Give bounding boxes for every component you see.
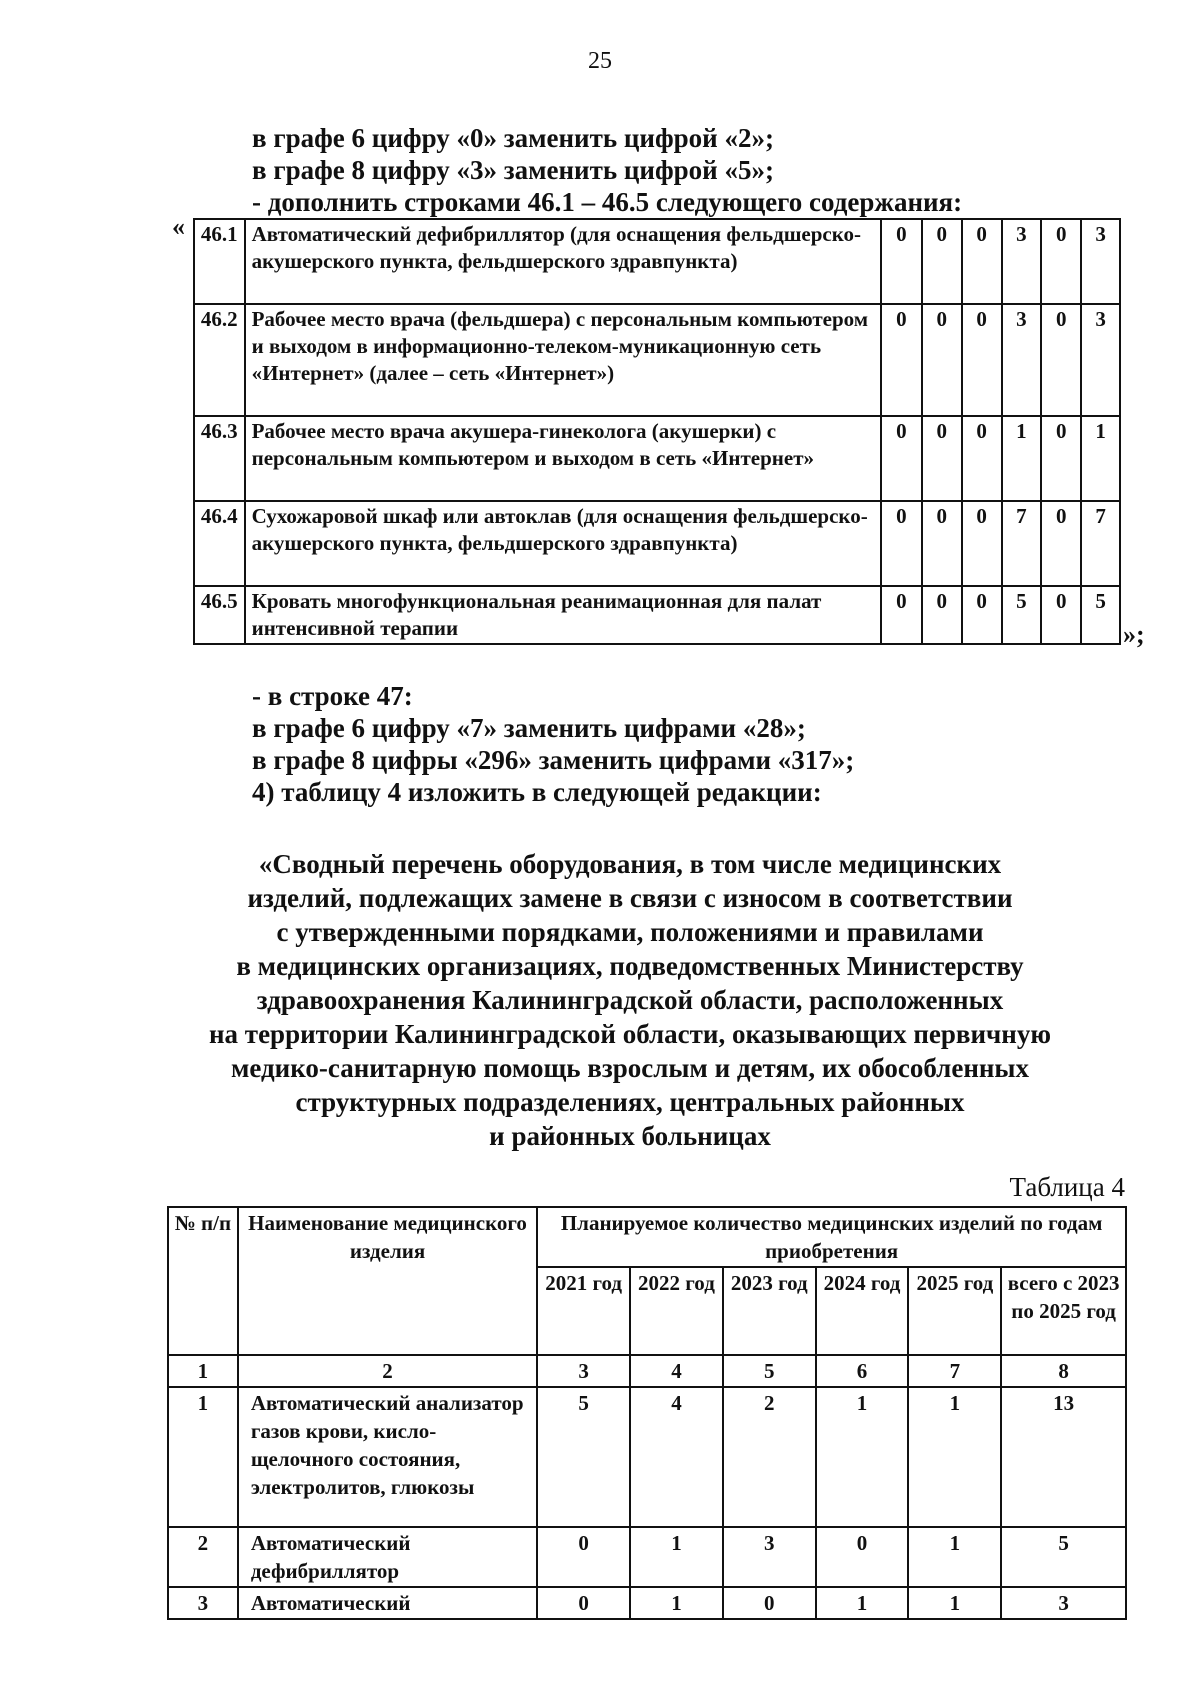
row-value: 1 <box>630 1587 723 1619</box>
row-value: 7 <box>1002 501 1042 586</box>
heading-line: структурных подразделениях, центральных районных <box>295 1087 965 1117</box>
row-value: 1 <box>908 1527 1001 1587</box>
year-header: 2022 год <box>630 1267 723 1355</box>
insert-rows-table <box>193 218 1121 645</box>
row-value: 5 <box>1001 1527 1126 1587</box>
year-header: 2023 год <box>723 1267 816 1355</box>
row-value: 0 <box>1041 304 1081 416</box>
heading-line: в медицинских организациях, подведомственных Министерству <box>236 951 1024 981</box>
table-row <box>168 1527 1126 1587</box>
row-name: Рабочее место врача акушера-гинеколога (акушерки) с персональным компьютером и выходом в сеть «Интернет» <box>245 416 881 501</box>
heading-line: и районных больницах <box>489 1121 771 1151</box>
row-value: 0 <box>922 304 962 416</box>
row-name: Рабочее место врача (фельдшера) с персональным компьютером и выходом в информационно-телеком-муникационную сеть «Интернет» (далее – сеть «Интернет») <box>245 304 881 416</box>
row-value: 0 <box>962 501 1002 586</box>
heading-line: медико-санитарную помощь взрослым и детям, их обособленных <box>230 1053 1030 1083</box>
row-name: Автоматический <box>238 1587 537 1619</box>
row-name: Автоматический анализатор газов крови, кисло-щелочного состояния, электролитов, глюкозы <box>238 1387 537 1527</box>
row-value: 1 <box>908 1587 1001 1619</box>
closing-quote: »; <box>1123 620 1145 649</box>
intro-line: - дополнить строками 46.1 – 46.5 следующего содержания: <box>252 187 963 217</box>
row-value: 7 <box>1081 501 1120 586</box>
heading-line: с утвержденными порядками, положениями и правилами <box>276 917 984 947</box>
row-value: 0 <box>962 304 1002 416</box>
heading-line: изделий, подлежащих замене в связи с износом в соответствии <box>247 883 1013 913</box>
row-value: 0 <box>1041 586 1081 644</box>
row-value: 0 <box>962 416 1002 501</box>
change-line: 4) таблицу 4 изложить в следующей редакции: <box>252 777 822 807</box>
heading-line: «Сводный перечень оборудования, в том числе медицинских <box>258 849 1002 879</box>
row-value: 1 <box>816 1387 909 1527</box>
row-value: 0 <box>1041 416 1081 501</box>
row-value: 2 <box>723 1387 816 1527</box>
row-value: 0 <box>816 1527 909 1587</box>
row-value: 4 <box>630 1387 723 1527</box>
column-number: 5 <box>723 1355 816 1387</box>
row-value: 0 <box>723 1587 816 1619</box>
row-value: 0 <box>1041 219 1081 304</box>
heading-line: на территории Калининградской области, оказывающих первичную <box>209 1019 1051 1049</box>
column-number: 6 <box>816 1355 909 1387</box>
total-header: всего с 2023 по 2025 год <box>1001 1267 1126 1355</box>
row-value: 0 <box>922 416 962 501</box>
row-value: 0 <box>922 219 962 304</box>
column-number: 7 <box>908 1355 1001 1387</box>
row-number: 46.3 <box>194 416 245 501</box>
row-number: 46.4 <box>194 501 245 586</box>
col-number-header: № п/п <box>168 1207 238 1355</box>
table-row <box>168 1587 1126 1619</box>
row-name: Сухожаровой шкаф или автоклав (для оснащения фельдшерско-акушерского пункта, фельдшерского здравпункта) <box>245 501 881 586</box>
row-value: 1 <box>1081 416 1120 501</box>
year-header: 2024 год <box>816 1267 909 1355</box>
row-value: 13 <box>1001 1387 1126 1527</box>
row-value: 3 <box>1001 1587 1126 1619</box>
row-number: 46.5 <box>194 586 245 644</box>
row-value: 3 <box>1002 304 1042 416</box>
row-value: 0 <box>537 1527 630 1587</box>
row-value: 0 <box>962 586 1002 644</box>
col-name-header: Наименование медицинского изделия <box>238 1207 537 1355</box>
changes-text <box>252 680 854 808</box>
row-value: 0 <box>881 586 922 644</box>
row-value: 1 <box>816 1587 909 1619</box>
intro-text <box>252 122 962 218</box>
year-header: 2021 год <box>537 1267 630 1355</box>
row-name: Автоматический дефибриллятор <box>238 1527 537 1587</box>
row-value: 1 <box>630 1527 723 1587</box>
row-value: 0 <box>1041 501 1081 586</box>
table-row <box>194 304 1120 416</box>
table-row <box>194 586 1120 644</box>
equipment-table <box>167 1206 1127 1620</box>
table-label: Таблица 4 <box>1009 1172 1125 1202</box>
heading-line: здравоохранения Калининградской области, расположенных <box>256 985 1004 1015</box>
row-value: 0 <box>881 501 922 586</box>
row-value: 0 <box>881 416 922 501</box>
year-header: 2025 год <box>908 1267 1001 1355</box>
intro-line: в графе 6 цифру «0» заменить цифрой «2»; <box>252 123 774 153</box>
row-value: 1 <box>908 1387 1001 1527</box>
row-number: 1 <box>168 1387 238 1527</box>
column-number: 3 <box>537 1355 630 1387</box>
row-value: 0 <box>922 586 962 644</box>
row-value: 0 <box>881 304 922 416</box>
row-value: 3 <box>1081 219 1120 304</box>
table-row <box>194 416 1120 501</box>
opening-quote: « <box>172 212 185 241</box>
page-number: 25 <box>588 48 612 74</box>
row-number: 46.1 <box>194 219 245 304</box>
row-value: 0 <box>922 501 962 586</box>
change-line: - в строке 47: <box>252 681 413 711</box>
row-value: 0 <box>881 219 922 304</box>
change-line: в графе 8 цифры «296» заменить цифрами «317»; <box>252 745 855 775</box>
row-value: 5 <box>1081 586 1120 644</box>
table-row <box>194 219 1120 304</box>
row-value: 5 <box>1002 586 1042 644</box>
row-value: 3 <box>1002 219 1042 304</box>
row-name: Автоматический дефибриллятор (для оснащения фельдшерско-акушерского пункта, фельдшерского здравпункта) <box>245 219 881 304</box>
column-number: 8 <box>1001 1355 1126 1387</box>
row-number: 2 <box>168 1527 238 1587</box>
column-number: 1 <box>168 1355 238 1387</box>
row-value: 3 <box>723 1527 816 1587</box>
row-value: 0 <box>962 219 1002 304</box>
header-row <box>168 1207 1126 1267</box>
row-number: 46.2 <box>194 304 245 416</box>
intro-line: в графе 8 цифру «3» заменить цифрой «5»; <box>252 155 774 185</box>
table-row <box>194 501 1120 586</box>
row-value: 3 <box>1081 304 1120 416</box>
table-row <box>168 1387 1126 1527</box>
col-planned-header: Планируемое количество медицинских изделий по годам приобретения <box>537 1207 1126 1267</box>
column-number: 2 <box>238 1355 537 1387</box>
row-number: 3 <box>168 1587 238 1619</box>
table-heading <box>200 847 1060 1153</box>
row-value: 5 <box>537 1387 630 1527</box>
change-line: в графе 6 цифру «7» заменить цифрами «28»; <box>252 713 806 743</box>
column-numbers-row <box>168 1355 1126 1387</box>
column-number: 4 <box>630 1355 723 1387</box>
row-value: 0 <box>537 1587 630 1619</box>
row-value: 1 <box>1002 416 1042 501</box>
row-name: Кровать многофункциональная реанимационная для палат интенсивной терапии <box>245 586 881 644</box>
